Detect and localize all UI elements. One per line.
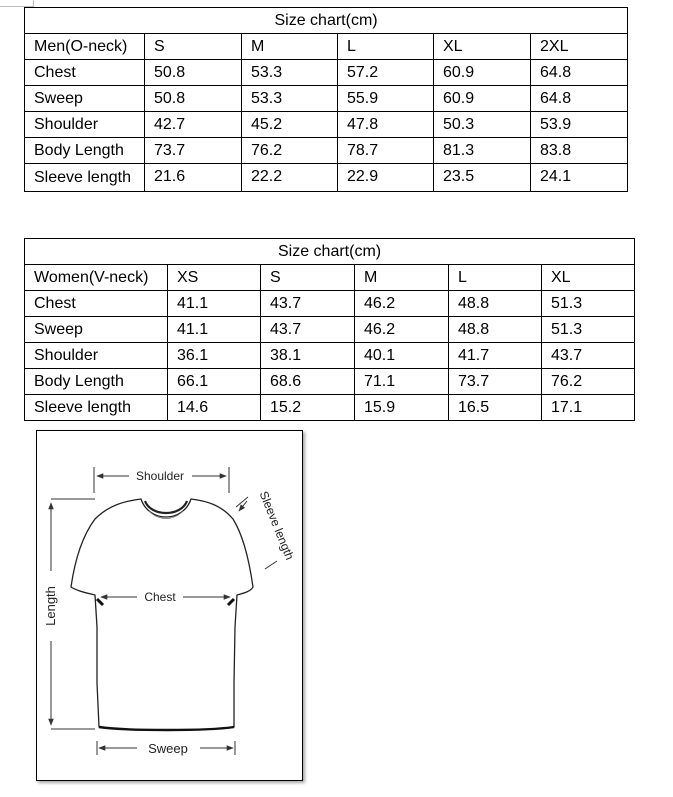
row-label: Sweep — [25, 86, 145, 112]
table-row — [25, 369, 635, 395]
table-row — [25, 112, 628, 138]
table-row — [25, 60, 628, 86]
men-header-cell: M — [242, 34, 338, 60]
table-cell: 78.7 — [338, 138, 434, 164]
sweep-label: Sweep — [148, 741, 188, 756]
table-row — [25, 138, 628, 164]
table-cell: 51.3 — [542, 291, 635, 317]
table-cell: 47.8 — [338, 112, 434, 138]
men-header-cell: 2XL — [531, 34, 628, 60]
table-cell: 42.7 — [145, 112, 242, 138]
women-header-cell: M — [355, 265, 449, 291]
table-cell: 76.2 — [242, 138, 338, 164]
table-row — [25, 86, 628, 112]
table-cell: 40.1 — [355, 343, 449, 369]
table-cell: 50.8 — [145, 60, 242, 86]
row-label: Chest — [25, 291, 168, 317]
page-corner-mark — [0, 0, 34, 7]
table-cell: 53.3 — [242, 60, 338, 86]
table-row — [25, 291, 635, 317]
table-cell: 43.7 — [261, 291, 355, 317]
tshirt-outline — [71, 499, 253, 730]
table-cell: 21.6 — [145, 164, 242, 192]
table-cell: 15.9 — [355, 395, 449, 421]
table-cell: 73.7 — [449, 369, 542, 395]
table-cell: 43.7 — [542, 343, 635, 369]
women-header-cell: XS — [168, 265, 261, 291]
table-row — [25, 317, 635, 343]
men-header-row — [25, 34, 628, 60]
table-cell: 45.2 — [242, 112, 338, 138]
table-cell: 53.9 — [531, 112, 628, 138]
table-row — [25, 395, 635, 421]
row-label: Shoulder — [25, 112, 145, 138]
women-table-caption: Size chart(cm) — [25, 239, 635, 265]
row-label: Sweep — [25, 317, 168, 343]
table-cell: 81.3 — [434, 138, 531, 164]
table-cell: 60.9 — [434, 86, 531, 112]
table-cell: 51.3 — [542, 317, 635, 343]
table-cell: 15.2 — [261, 395, 355, 421]
women-header-row — [25, 265, 635, 291]
men-table-caption: Size chart(cm) — [25, 8, 628, 34]
men-caption-row — [25, 8, 628, 34]
sleeve-length-label: Sleeve length — [256, 489, 297, 562]
table-cell: 66.1 — [168, 369, 261, 395]
table-cell: 41.1 — [168, 291, 261, 317]
table-cell: 43.7 — [261, 317, 355, 343]
tshirt-drawing — [37, 431, 302, 780]
men-header-cell: S — [145, 34, 242, 60]
women-header-cell: L — [449, 265, 542, 291]
table-cell: 83.8 — [531, 138, 628, 164]
table-cell: 46.2 — [355, 291, 449, 317]
women-header-cell: XL — [542, 265, 635, 291]
chest-label: Chest — [144, 590, 176, 604]
women-size-table — [24, 238, 635, 421]
table-cell: 46.2 — [355, 317, 449, 343]
table-row — [25, 343, 635, 369]
table-cell: 60.9 — [434, 60, 531, 86]
table-cell: 50.8 — [145, 86, 242, 112]
row-label: Chest — [25, 60, 145, 86]
row-label: Body Length — [25, 138, 145, 164]
table-cell: 64.8 — [531, 60, 628, 86]
row-label: Sleeve length — [25, 395, 168, 421]
table-cell: 57.2 — [338, 60, 434, 86]
men-size-table — [24, 7, 628, 192]
table-cell: 24.1 — [531, 164, 628, 192]
table-cell: 71.1 — [355, 369, 449, 395]
men-header-cell: L — [338, 34, 434, 60]
men-header-cell: Men(O-neck) — [25, 34, 145, 60]
table-cell: 55.9 — [338, 86, 434, 112]
table-cell: 36.1 — [168, 343, 261, 369]
table-cell: 22.9 — [338, 164, 434, 192]
table-cell: 68.6 — [261, 369, 355, 395]
length-label: Length — [43, 586, 58, 626]
women-header-cell: S — [261, 265, 355, 291]
table-cell: 73.7 — [145, 138, 242, 164]
table-cell: 64.8 — [531, 86, 628, 112]
table-cell: 50.3 — [434, 112, 531, 138]
tshirt-measurement-diagram — [36, 430, 303, 781]
shoulder-label: Shoulder — [135, 469, 185, 483]
table-cell: 23.5 — [434, 164, 531, 192]
row-label: Shoulder — [25, 343, 168, 369]
table-cell: 53.3 — [242, 86, 338, 112]
table-cell: 14.6 — [168, 395, 261, 421]
row-label: Sleeve length — [25, 164, 145, 192]
table-row — [25, 164, 628, 192]
table-cell: 41.1 — [168, 317, 261, 343]
table-cell: 17.1 — [542, 395, 635, 421]
men-header-cell: XL — [434, 34, 531, 60]
table-cell: 38.1 — [261, 343, 355, 369]
table-cell: 16.5 — [449, 395, 542, 421]
women-header-cell: Women(V-neck) — [25, 265, 168, 291]
table-cell: 48.8 — [449, 317, 542, 343]
table-cell: 22.2 — [242, 164, 338, 192]
table-cell: 41.7 — [449, 343, 542, 369]
women-caption-row — [25, 239, 635, 265]
table-cell: 48.8 — [449, 291, 542, 317]
row-label: Body Length — [25, 369, 168, 395]
table-cell: 76.2 — [542, 369, 635, 395]
